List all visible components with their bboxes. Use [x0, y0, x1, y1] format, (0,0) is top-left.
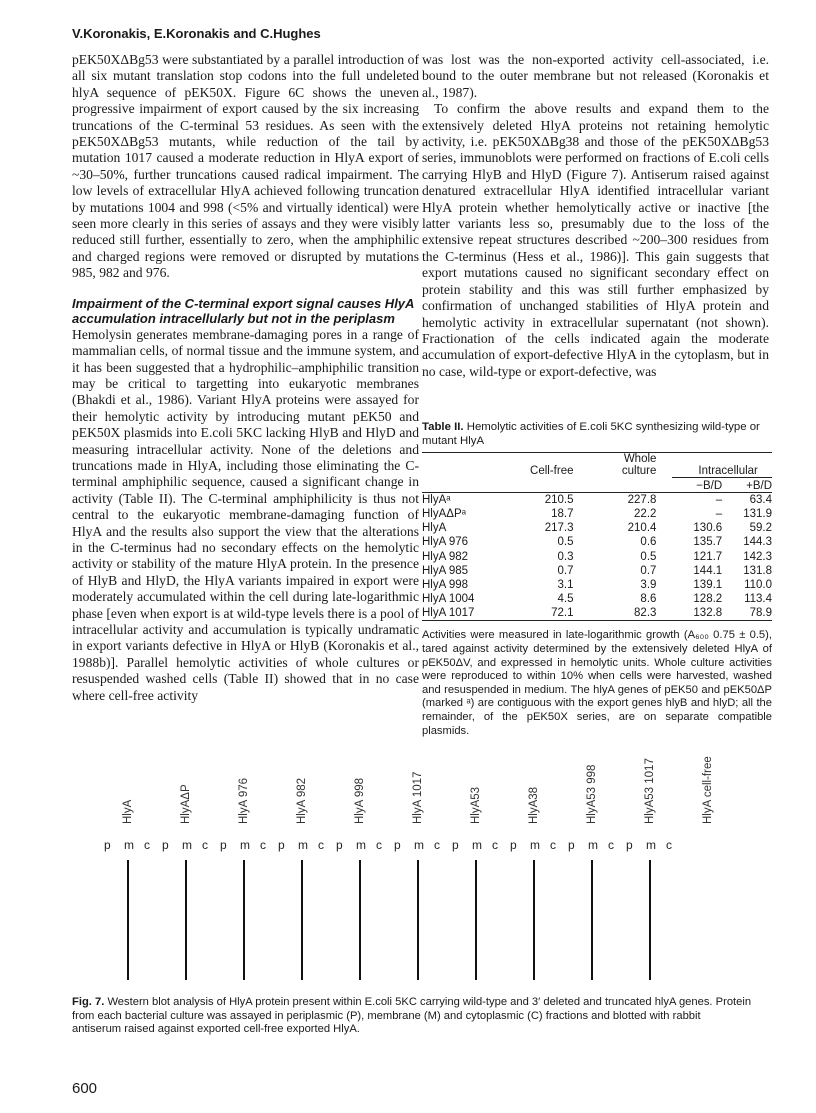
header-intracellular: Intracellular [698, 464, 758, 477]
table-cell-plus: 78.9 [749, 607, 772, 620]
blot-band [301, 860, 303, 980]
header-minus-bd: −B/D [696, 479, 723, 492]
table-cell-cell-free: 72.1 [551, 607, 574, 620]
body-paragraph: To confirm the above results and expand them to the extensively deleted HlyA proteins not retaining hemolytic activity, i.e. pEK50XΔBg38 and those of the pEK50XΔBg53 series, immunoblots were performed on fractions of E.coli cells carrying HlyB and HlyD (Figure 7). Antiserum raised against denatured extracellular HlyA identified intracellular variant HlyA protein whether hemolytically active or inactive [the latter variants less so, presumably due to the loss of the extensive repeat structures described ~200–300 residues from the C-terminus (Hess et al., 1986)]. This gain suggests that export mutations caused no significant secondary effect on protein stability and this was still further emphasized by confirmation of unchanged stabilities of HlyA protein and hemolytic activity in extracellular supernatant (not shown). Fractionation of the cells indicated again the moderate accumulation of export-defective HlyA in the cytoplasm, but in no case, wild-type or export-defective, was [422, 101, 769, 379]
header-plus-bd: +B/D [746, 479, 772, 492]
fraction-label: m [356, 838, 366, 852]
lane-label: HlyA 982 [296, 777, 308, 824]
table-cell-plus: 59.2 [749, 522, 772, 535]
table-cell-name: HlyA 985 [422, 564, 469, 577]
running-header: V.Koronakis, E.Koronakis and C.Hughes [72, 26, 321, 41]
table-cell-minus: 139.1 [693, 578, 723, 591]
table-cell-whole: 3.9 [640, 578, 657, 591]
fraction-label: c [202, 838, 208, 852]
blot-band [243, 860, 245, 980]
table-cell-cell-free: 217.3 [544, 522, 574, 535]
fraction-label: c [666, 838, 672, 852]
blot-band [533, 860, 535, 980]
table-cell-minus: 135.7 [693, 536, 723, 549]
fraction-label: p [510, 838, 517, 852]
table-row [422, 578, 772, 592]
fraction-label: m [240, 838, 250, 852]
fraction-label: m [124, 838, 134, 852]
table-bottom-rule [422, 620, 772, 621]
fraction-label: p [568, 838, 575, 852]
table-row [422, 606, 772, 620]
fraction-label: p [220, 838, 227, 852]
table-row [422, 564, 772, 578]
blot-band [475, 860, 477, 980]
table-cell-whole: 0.6 [640, 536, 657, 549]
fraction-label: c [550, 838, 556, 852]
table-cell-name: HlyA 998 [422, 578, 469, 591]
lane-label: HlyA cell-free [702, 756, 714, 824]
fraction-label: m [588, 838, 598, 852]
fraction-label: c [492, 838, 498, 852]
fraction-label: p [336, 838, 343, 852]
table-cell-whole: 210.4 [627, 522, 657, 535]
table-cell-plus: 63.4 [749, 493, 772, 506]
fraction-label: p [162, 838, 169, 852]
table-cell-whole: 227.8 [627, 493, 657, 506]
table-cell-minus: – [715, 493, 723, 506]
table-row [422, 507, 772, 521]
blot-band [127, 860, 129, 980]
blot-band [649, 860, 651, 980]
table-cell-whole: 82.3 [634, 607, 657, 620]
table-cell-name: HlyAΔPᵃ [422, 507, 466, 520]
fraction-label: p [626, 838, 633, 852]
fraction-label: c [608, 838, 614, 852]
table-row [422, 493, 772, 507]
fraction-label: p [452, 838, 459, 852]
table-subheader-row [422, 478, 772, 493]
table-caption-text: Hemolytic activities of E.coli 5KC synthesizing wild-type or mutant HlyA [422, 421, 760, 447]
table-cell-plus: 144.3 [743, 536, 772, 549]
fraction-label: m [414, 838, 424, 852]
lane-label: HlyA53 1017 [644, 758, 656, 824]
lane-label: HlyAΔP [180, 784, 192, 824]
body-paragraph: pEK50XΔBg53 were substantiated by a parallel introduction of all six mutant translation stop codons into the full undeleted hlyA sequence of pEK50X. Figure 6C shows the uneven progressive impairment of export caused by the six increasing truncations of the C-terminal 53 residues. As seen with the pEK50XΔBg53 mutants, while reduction of the tail by mutation 1017 caused a moderate reduction in HlyA export of ~30–50%, further truncations caused radical impairment. The low levels of extracellular HlyA achieved following truncation by mutations 1004 and 998 (<5% and virtually identical) were seen more clearly in this series of assays and they were visibly reduced still further, essentially to zero, when the amphiphilic and charged regions were removed or disrupted by mutations 985, 982 and 976. [72, 52, 419, 281]
table-row [422, 549, 772, 563]
header-cell [422, 453, 513, 477]
table-caption-label: Table II. [422, 421, 464, 433]
table-row [422, 535, 772, 549]
fraction-label: c [260, 838, 266, 852]
figure-caption [72, 996, 752, 1037]
table-cell-minus: 121.7 [693, 550, 723, 563]
lane-label: HlyA53 [470, 786, 482, 824]
table-cell-plus: 131.9 [743, 507, 772, 520]
fraction-label: p [278, 838, 285, 852]
table-cell-plus: 113.4 [744, 593, 772, 606]
fraction-label: m [182, 838, 192, 852]
table-cell-cell-free: 0.7 [557, 564, 574, 577]
table-cell-minus: 128.2 [693, 593, 723, 606]
table-ii [422, 421, 772, 738]
fraction-label: m [298, 838, 308, 852]
section-heading: Impairment of the C-terminal export signal causes HlyA accumulation intracellularly but not in the periplasm [72, 295, 414, 327]
table-cell-plus: 142.3 [743, 550, 772, 563]
figure-caption-label: Fig. 7. [72, 996, 105, 1008]
table-cell-minus: 132.8 [693, 607, 723, 620]
table-cell-name: HlyA [422, 522, 447, 535]
fraction-label: m [530, 838, 540, 852]
fraction-label: m [472, 838, 482, 852]
page-number: 600 [72, 1080, 98, 1097]
table-cell-whole: 8.6 [640, 593, 657, 606]
western-blot-figure [96, 700, 756, 990]
blot-band [185, 860, 187, 980]
lane-label: HlyA 1017 [412, 771, 424, 824]
blot-band [359, 860, 361, 980]
lane-label: HlyA 998 [354, 777, 366, 824]
table-caption [422, 421, 772, 448]
table-cell-plus: 131.8 [743, 564, 772, 577]
blot-band [591, 860, 593, 980]
fraction-label: c [434, 838, 440, 852]
table-cell-name: HlyA 982 [422, 550, 469, 563]
right-column [422, 52, 769, 380]
body-paragraph: was lost was the non-exported activity cell-associated, i.e. bound to the outer membrane but not released (Koronakis et al., 1987). [422, 52, 769, 100]
header-cell-free: Cell-free [530, 465, 574, 477]
fraction-label: c [144, 838, 150, 852]
lane-label: HlyA 976 [238, 777, 250, 824]
table-cell-cell-free: 4.5 [557, 593, 574, 606]
table-row [422, 521, 772, 535]
table-cell-cell-free: 0.3 [557, 550, 574, 563]
table-cell-cell-free: 3.1 [557, 578, 574, 591]
fraction-label: m [646, 838, 656, 852]
lane-label: HlyA [122, 799, 134, 824]
table-cell-minus: – [715, 507, 723, 520]
table-cell-name: HlyA 1004 [422, 593, 475, 606]
fraction-label: p [104, 838, 111, 852]
lane-label: HlyA53 998 [586, 764, 598, 824]
fraction-label: p [394, 838, 401, 852]
table-cell-minus: 130.6 [693, 522, 723, 535]
table-cell-minus: 144.1 [693, 564, 723, 577]
table-footnote: Activities were measured in late-logarithmic growth (A₆₀₀ 0.75 ± 0.5), tared against activity determined by the extensively deleted HlyA of pEK50ΔV, and expressed in hemolytic units. Whole culture activities were reproduced to within 10% when cells were harvested, washed and resuspended in medium. The hlyA genes of pEK50 and pEK50ΔP (marked ᵃ) are contiguous with the export genes hlyB and hlyD; all the remainder, of the pEK50X series, are on separate compatible plasmids. [422, 629, 772, 737]
table-cell-whole: 0.7 [640, 564, 657, 577]
table-row [422, 592, 772, 606]
hemolytic-activity-table [422, 453, 772, 620]
table-cell-name: HlyA 976 [422, 536, 469, 549]
table-cell-name: HlyAᵃ [422, 493, 451, 506]
table-cell-cell-free: 18.7 [551, 507, 574, 520]
table-cell-whole: 22.2 [634, 507, 657, 520]
blot-band [417, 860, 419, 980]
table-header-row [422, 453, 772, 477]
fraction-label: c [376, 838, 382, 852]
lane-label: HlyA38 [528, 786, 540, 824]
header-whole-culture: Whole culture [621, 453, 657, 477]
body-paragraph: Hemolysin generates membrane-damaging pores in a range of mammalian cells, of normal tissue and the immune system, and it has been suggested that a hydrophilic–amphiphilic transition may be critical to targetting into eukaryotic membranes (Bhakdi et al., 1986). Variant HlyA proteins were assayed for their hemolytic activity by introducing mutant pEK50 and pEK50X plasmids into E.coli 5KC lacking HlyB and HlyD and measuring intracellular activity. None of the deletions and truncations made in HlyA, including those eliminating the C-terminal amphiphilic sequence, caused a significant change in activity (Table II). The C-terminal amphiphilicity is thus not central to the eukaryotic membrane-damaging function of HlyA and the results also support the view that the alterations in the C-terminus had no secondary effects on the hemolytic activity or stability of the mature HlyA protein. In the presence of HlyB and HlyD, the HlyA variants impaired in export were moderately accumulated within the cell during late-logarithmic phase [even when export is at wild-type levels there is a pool of intracellular activity and accumulation is typically undramatic in export variants defective in HlyA or HlyB (Koronakis et al., 1988b)]. Parallel hemolytic activities of whole cultures or resuspended washed cells (Table II) showed that in no case where cell-free activity [72, 326, 419, 703]
fraction-label: c [318, 838, 324, 852]
table-cell-cell-free: 210.5 [544, 493, 574, 506]
left-column [72, 52, 419, 704]
table-cell-name: HlyA 1017 [422, 607, 475, 620]
table-cell-plus: 110.0 [744, 578, 772, 591]
figure-caption-text: Western blot analysis of HlyA protein present within E.coli 5KC carrying wild-type and 3′ deleted and truncated hlyA genes. Protein from each bacterial culture was assayed in periplasmic (P), membrane (M) and cytoplasmic (C) fractions and blotted with rabbit antiserum raised against exported cell-free exported HlyA. [72, 996, 752, 1036]
table-cell-whole: 0.5 [640, 550, 657, 563]
table-cell-cell-free: 0.5 [557, 536, 574, 549]
